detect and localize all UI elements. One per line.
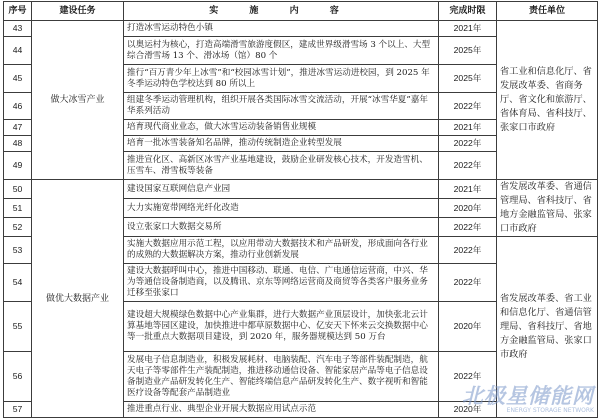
- row-number: 46: [4, 93, 32, 120]
- content-cell: 以奥运村为核心，打造高端滑雪旅游度假区，建成世界级滑雪场 3 个以上、大型综合滑雪场 13 个、滑冰场（馆）80 个: [124, 37, 439, 65]
- row-number: 45: [4, 65, 32, 93]
- table-row: [4, 180, 598, 199]
- watermark-text: 北极星储能网: [462, 384, 594, 408]
- content-cell: 发展电子信息制造业，积极发展耗材、电脑装配、汽车电子等部件装配制造，航天电子等零部件生产装配制造，推进移动通信设备、智能家居产品等电子信息设备制造业产品研发转化生产、智能终端信息产品研发转化生产、数字视听和智能医疗设备等配套产品制造业: [124, 352, 439, 402]
- row-number: 49: [4, 152, 32, 180]
- deadline-cell: 2022年: [439, 136, 497, 152]
- row-number: 52: [4, 218, 32, 237]
- unit-cell: 省发展改革委、省通信管理局、省科技厅、省地方金融监管局、张家口市政府: [497, 180, 598, 237]
- row-number: 54: [4, 264, 32, 302]
- implementation-table: [3, 1, 598, 418]
- col-header-unit: 责任单位: [497, 2, 598, 21]
- unit-cell: 省发展改革委、省工业和信息化厅、省通信管理局、省科技厅、省地方金融监管局、张家口市政府: [497, 237, 598, 418]
- content-cell: 推进重点行业、典型企业开展大数据应用试点示范: [124, 402, 439, 418]
- col-header-task: 建设任务: [32, 2, 124, 21]
- content-cell: 建设大数据呼叫中心，推进中国移动、联通、电信、广电通信运营商，中兴、华为等通信设备制造商，以及腾讯、京东等网络运营商及商贸等各类客户服务业务迁移至张家口: [124, 264, 439, 302]
- unit-cell: 省工业和信息化厅、省发展改革委、省商务厅、省文化和旅游厅、省体育局、省科技厅、张家口市政府: [497, 21, 598, 180]
- content-cell: 实施大数据应用示范工程，以应用带动大数据技术和产品研发，形成面向各行业的成熟的大数据解决方案，推动行业创新发展: [124, 237, 439, 264]
- deadline-cell: 2025年: [439, 37, 497, 65]
- row-number: 56: [4, 352, 32, 402]
- col-header-content: 实 施 内 容: [124, 2, 439, 21]
- content-cell: 培育一批冰雪装备知名品牌，推动传统制造企业转型发展: [124, 136, 439, 152]
- deadline-cell: 2022年: [439, 264, 497, 302]
- content-cell: 打造冰雪运动特色小镇: [124, 21, 439, 37]
- content-cell: 设立张家口大数据交易所: [124, 218, 439, 237]
- deadline-cell: 2022年: [439, 352, 497, 402]
- content-cell: 培育现代商业业态，做大冰雪运动装备销售业规模: [124, 120, 439, 136]
- site-watermark: [462, 380, 594, 414]
- content-cell: 大力实施宽带网络光纤化改造: [124, 199, 439, 218]
- header-row: [4, 2, 598, 21]
- task-cell: 做大冰雪产业: [32, 21, 124, 180]
- watermark-subtext: ENERGY STORAGE NETWORK: [462, 407, 594, 414]
- row-number: 50: [4, 180, 32, 199]
- deadline-cell: 2021年: [439, 180, 497, 199]
- row-number: 43: [4, 21, 32, 37]
- deadline-cell: 2020年: [439, 199, 497, 218]
- table-row: [4, 21, 598, 37]
- row-number: 57: [4, 402, 32, 418]
- content-cell: 组建冬季运动管理机构，组织开展各类国际冰雪交流活动，开展“冰雪华夏”嘉年华系列活动: [124, 93, 439, 120]
- deadline-cell: 2022年: [439, 93, 497, 120]
- deadline-cell: 2022年: [439, 218, 497, 237]
- row-number: 51: [4, 199, 32, 218]
- content-cell: 建设超大规模绿色数据中心产业集群，进行大数据产业顶层设计，加快张北云计算基地等园区建设，加快推进中都草原数据中心、亿安天下怀来云交换数据中心等一批重点大数据项目建设，到 2020 年，服务器规模达到 50 万台: [124, 302, 439, 352]
- deadline-cell: 2022年: [439, 237, 497, 264]
- row-number: 48: [4, 136, 32, 152]
- deadline-cell: 2021年: [439, 120, 497, 136]
- row-number: 44: [4, 37, 32, 65]
- deadline-cell: 2021年: [439, 21, 497, 37]
- content-cell: 推进宣化区、高新区冰雪产业基地建设，鼓励企业研发核心技术，开发造雪机、压雪车、滑雪板等装备: [124, 152, 439, 180]
- col-header-deadline: 完成时限: [439, 2, 497, 21]
- content-cell: 建设国家互联网信息产业园: [124, 180, 439, 199]
- row-number: 47: [4, 120, 32, 136]
- task-cell: 做优大数据产业: [32, 180, 124, 418]
- row-number: 53: [4, 237, 32, 264]
- col-header-no: 序号: [4, 2, 32, 21]
- deadline-cell: 2025年: [439, 65, 497, 93]
- deadline-cell: 2020年: [439, 402, 497, 418]
- deadline-cell: 2020年: [439, 302, 497, 352]
- row-number: 55: [4, 302, 32, 352]
- content-cell: 推行“百万青少年上冰雪”和“校园冰雪计划”，推进冰雪运动进校园，到 2025 年冬季运动特色学校达到 80 所以上: [124, 65, 439, 93]
- deadline-cell: 2022年: [439, 152, 497, 180]
